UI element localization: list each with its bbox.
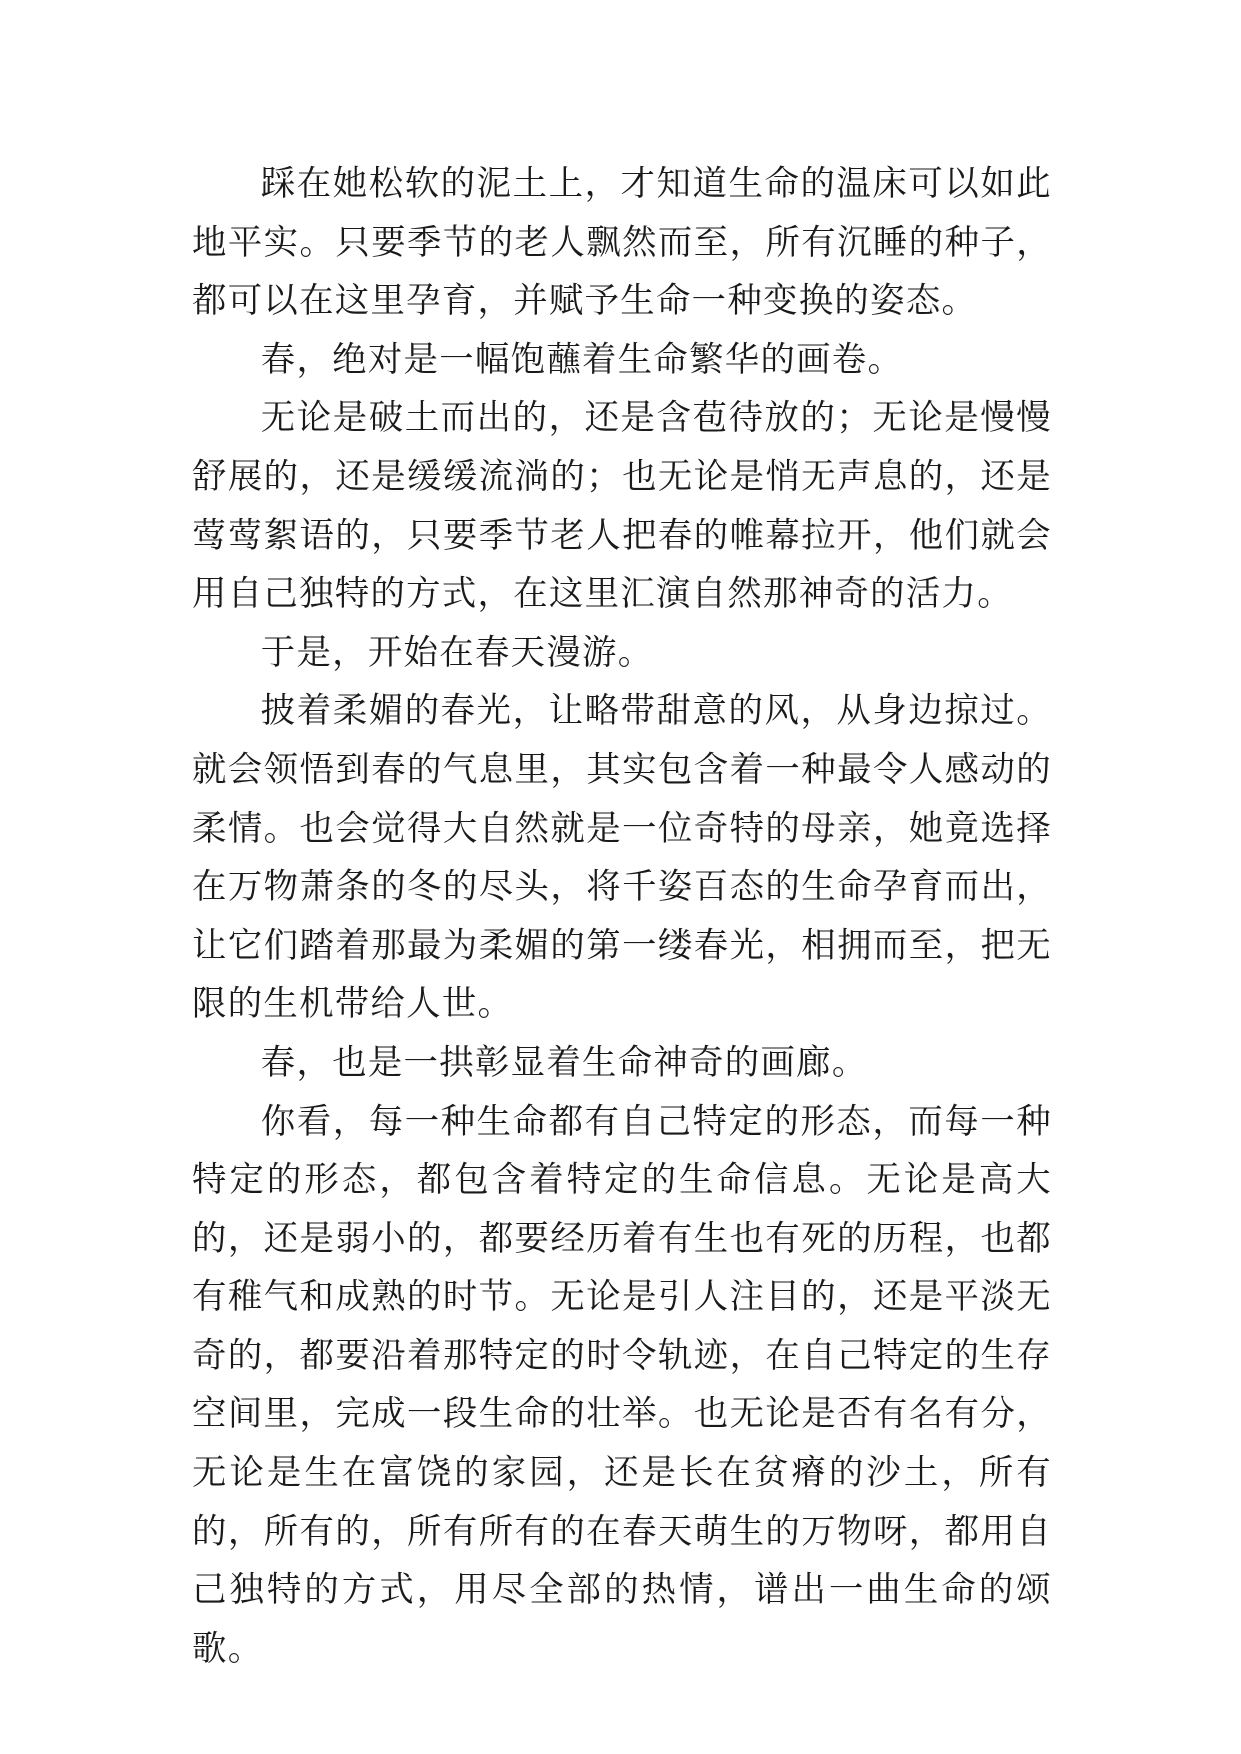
paragraph-1: 踩在她松软的泥土上，才知道生命的温床可以如此地平实。只要季节的老人飘然而至，所有沉睡的种子，都可以在这里孕育，并赋予生命一种变换的姿态。 xyxy=(192,164,1052,322)
paragraph-5: 披着柔媚的春光，让略带甜意的风，从身边掠过。就会领悟到春的气息里，其实包含着一种最令人感动的柔情。也会觉得大自然就是一位奇特的母亲，她竟选择在万物萧条的冬的尽头，将千姿百态的生命孕育而出，让它们踏着那最为柔媚的第一缕春光，相拥而至，把无限的生机带给人世。 xyxy=(192,691,1052,1025)
paragraph-6: 春，也是一拱彰显着生命神奇的画廊。 xyxy=(260,1042,868,1083)
document-body xyxy=(192,155,1052,1678)
paragraph-4: 于是，开始在春天漫游。 xyxy=(260,632,654,673)
paragraph-2: 春，绝对是一幅饱蘸着生命繁华的画卷。 xyxy=(260,339,904,380)
paragraph-3: 无论是破土而出的，还是含苞待放的；无论是慢慢舒展的，还是缓缓流淌的；也无论是悄无声息的，还是莺莺絮语的，只要季节老人把春的帷幕拉开，他们就会用自己独特的方式，在这里汇演自然那神奇的活力。 xyxy=(192,398,1052,615)
paragraph-7: 你看，每一种生命都有自己特定的形态，而每一种特定的形态，都包含着特定的生命信息。无论是高大的，还是弱小的，都要经历着有生也有死的历程，也都有稚气和成熟的时节。无论是引人注目的，还是平淡无奇的，都要沿着那特定的时令轨迹，在自己特定的生存空间里，完成一段生命的壮举。也无论是否有名有分，无论是生在富饶的家园，还是长在贫瘠的沙土，所有的，所有的，所有所有的在春天萌生的万物呀，都用自己独特的方式，用尽全部的热情，谱出一曲生命的颂歌。 xyxy=(192,1101,1052,1669)
